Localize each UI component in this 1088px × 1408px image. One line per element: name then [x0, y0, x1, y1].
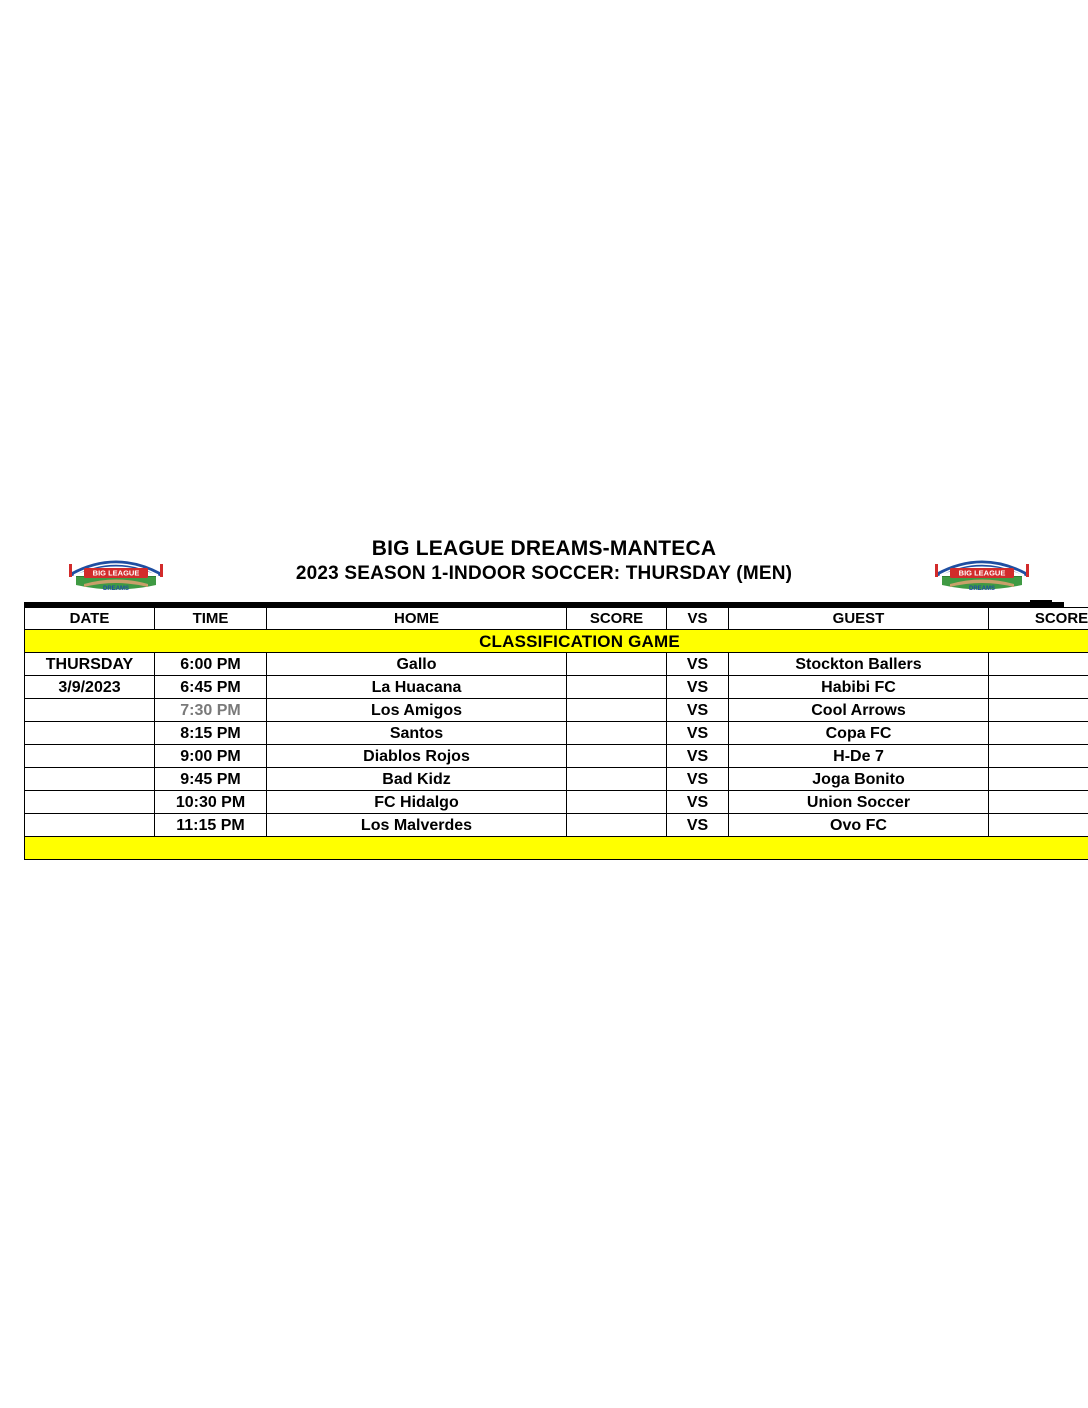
cell-score-guest[interactable] [989, 699, 1088, 722]
cell-date [25, 722, 155, 745]
footer-banner [25, 837, 1088, 860]
classification-banner: CLASSIFICATION GAME [25, 630, 1088, 653]
cell-home-team: Santos [267, 722, 567, 745]
cell-time: 10:30 PM [155, 791, 267, 814]
cell-guest-team: Union Soccer [729, 791, 989, 814]
cell-time: 11:15 PM [155, 814, 267, 837]
schedule-table [24, 607, 1088, 860]
cell-home-team: Los Amigos [267, 699, 567, 722]
cell-time: 6:00 PM [155, 653, 267, 676]
page-title: BIG LEAGUE DREAMS-MANTECA [371, 537, 717, 560]
cell-home-team: Bad Kidz [267, 768, 567, 791]
table-row[interactable] [25, 745, 1088, 768]
table-header-row [25, 608, 1088, 630]
document-header [24, 536, 1064, 598]
header-titles [24, 536, 1064, 586]
page-subtitle: 2023 SEASON 1-INDOOR SOCCER: THURSDAY (MEN) [295, 563, 793, 584]
cell-date [25, 814, 155, 837]
cell-score-guest[interactable] [989, 791, 1088, 814]
cell-score-guest[interactable] [989, 722, 1088, 745]
cell-date: THURSDAY [25, 653, 155, 676]
cell-vs: VS [667, 722, 729, 745]
cell-guest-team: Copa FC [729, 722, 989, 745]
cell-date [25, 791, 155, 814]
column-header-score-home: SCORE [567, 608, 667, 630]
cell-guest-team: Cool Arrows [729, 699, 989, 722]
cell-vs: VS [667, 699, 729, 722]
table-body [25, 630, 1088, 860]
cell-vs: VS [667, 745, 729, 768]
svg-text:BIG LEAGUE: BIG LEAGUE [92, 568, 140, 578]
table-row[interactable] [25, 722, 1088, 745]
cell-time: 9:45 PM [155, 768, 267, 791]
cell-guest-team: Ovo FC [729, 814, 989, 837]
cell-score-guest[interactable] [989, 745, 1088, 768]
table-row[interactable] [25, 653, 1088, 676]
column-header-home: HOME [267, 608, 567, 630]
cell-score-guest[interactable] [989, 768, 1088, 791]
svg-text:DREAMS: DREAMS [102, 586, 130, 592]
cell-score-home[interactable] [567, 676, 667, 699]
column-header-time: TIME [155, 608, 267, 630]
cell-vs: VS [667, 791, 729, 814]
cell-date: 3/9/2023 [25, 676, 155, 699]
cell-score-guest[interactable] [989, 814, 1088, 837]
cell-score-home[interactable] [567, 699, 667, 722]
cell-date [25, 745, 155, 768]
cell-vs: VS [667, 768, 729, 791]
cell-guest-team: Habibi FC [729, 676, 989, 699]
schedule-table-wrapper [24, 607, 1088, 860]
table-row[interactable] [25, 791, 1088, 814]
cell-time: 6:45 PM [155, 676, 267, 699]
svg-text:BIG LEAGUE: BIG LEAGUE [958, 568, 1006, 578]
table-header [25, 608, 1088, 630]
header-divider-tail [1030, 600, 1052, 602]
cell-guest-team: Stockton Ballers [729, 653, 989, 676]
cell-guest-team: Joga Bonito [729, 768, 989, 791]
cell-vs: VS [667, 653, 729, 676]
cell-score-home[interactable] [567, 791, 667, 814]
cell-time: 7:30 PM [155, 699, 267, 722]
classification-banner-row [25, 630, 1088, 653]
column-header-date: DATE [25, 608, 155, 630]
cell-score-home[interactable] [567, 653, 667, 676]
cell-score-guest[interactable] [989, 653, 1088, 676]
column-header-vs: VS [667, 608, 729, 630]
cell-home-team: Gallo [267, 653, 567, 676]
cell-date [25, 768, 155, 791]
cell-home-team: La Huacana [267, 676, 567, 699]
footer-banner-row [25, 837, 1088, 860]
cell-home-team: Los Malverdes [267, 814, 567, 837]
table-row[interactable] [25, 699, 1088, 722]
cell-vs: VS [667, 676, 729, 699]
cell-score-guest[interactable] [989, 676, 1088, 699]
cell-score-home[interactable] [567, 814, 667, 837]
cell-score-home[interactable] [567, 722, 667, 745]
cell-home-team: Diablos Rojos [267, 745, 567, 768]
big-league-dreams-logo [930, 546, 1034, 594]
cell-score-home[interactable] [567, 745, 667, 768]
table-row[interactable] [25, 814, 1088, 837]
cell-time: 8:15 PM [155, 722, 267, 745]
cell-guest-team: H-De 7 [729, 745, 989, 768]
column-header-guest: GUEST [729, 608, 989, 630]
table-row[interactable] [25, 768, 1088, 791]
cell-home-team: FC Hidalgo [267, 791, 567, 814]
column-header-score-guest: SCORE [989, 608, 1088, 630]
svg-text:DREAMS: DREAMS [968, 586, 996, 592]
cell-time: 9:00 PM [155, 745, 267, 768]
table-row[interactable] [25, 676, 1088, 699]
cell-date [25, 699, 155, 722]
cell-score-home[interactable] [567, 768, 667, 791]
cell-vs: VS [667, 814, 729, 837]
